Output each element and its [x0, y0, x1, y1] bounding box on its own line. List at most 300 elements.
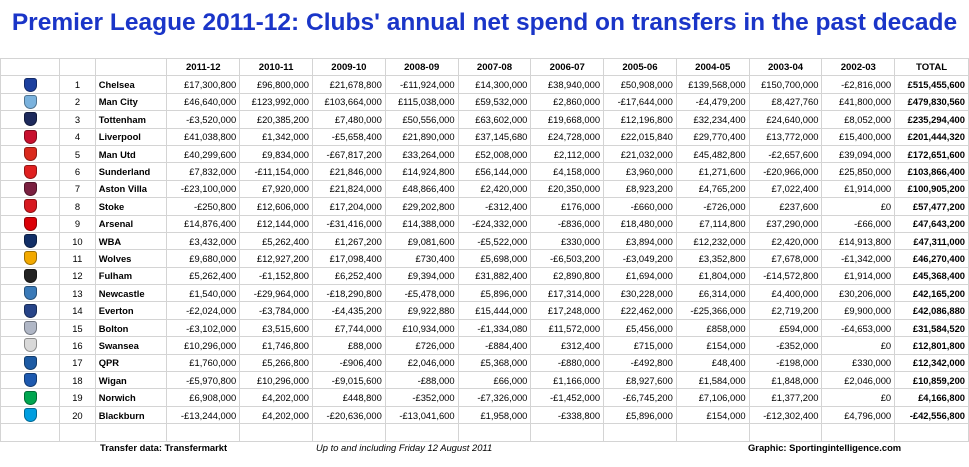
- value-cell: £10,934,000: [385, 319, 458, 336]
- value-cell: £154,000: [676, 406, 749, 423]
- footer-source: Transfer data: Transfermarkt: [100, 442, 228, 453]
- club-name-cell: Chelsea: [95, 76, 167, 93]
- club-crest-icon: [24, 147, 37, 161]
- table-row: [1, 406, 969, 423]
- total-cell: £42,086,880: [895, 302, 969, 319]
- value-cell: -£4,435,200: [313, 302, 386, 319]
- value-cell: £32,234,400: [676, 111, 749, 128]
- empty-cell: [167, 424, 240, 441]
- rank-cell: 6: [60, 163, 96, 180]
- spacer-row: [1, 424, 969, 441]
- value-cell: -£250,800: [167, 198, 240, 215]
- value-cell: £1,540,000: [167, 285, 240, 302]
- footer-date-note: Up to and including Friday 12 August 2011: [316, 442, 493, 453]
- total-cell: £47,311,000: [895, 232, 969, 249]
- value-cell: £2,420,000: [749, 232, 822, 249]
- column-header: 2005-06: [604, 59, 677, 76]
- club-name-cell: Aston Villa: [95, 180, 167, 197]
- value-cell: -£726,000: [676, 198, 749, 215]
- value-cell: -£2,657,600: [749, 145, 822, 162]
- value-cell: £715,000: [604, 337, 677, 354]
- total-cell: £201,444,320: [895, 128, 969, 145]
- value-cell: £4,400,000: [749, 285, 822, 302]
- value-cell: £448,800: [313, 389, 386, 406]
- value-cell: £12,606,000: [240, 198, 313, 215]
- value-cell: £45,482,800: [676, 145, 749, 162]
- value-cell: £1,914,000: [822, 267, 895, 284]
- club-crest-icon: [24, 408, 37, 422]
- club-crest-icon: [24, 112, 37, 126]
- club-crest-icon: [24, 391, 37, 405]
- value-cell: £1,694,000: [604, 267, 677, 284]
- value-cell: £33,264,000: [385, 145, 458, 162]
- empty-cell: [895, 424, 969, 441]
- value-cell: £1,166,000: [531, 372, 604, 389]
- column-header: TOTAL: [895, 59, 969, 76]
- value-cell: £176,000: [531, 198, 604, 215]
- value-cell: -£906,400: [313, 354, 386, 371]
- total-cell: £103,866,400: [895, 163, 969, 180]
- column-header: 2007-08: [458, 59, 531, 76]
- value-cell: £594,000: [749, 319, 822, 336]
- value-cell: £5,896,000: [604, 406, 677, 423]
- club-name-cell: WBA: [95, 232, 167, 249]
- club-crest-icon: [24, 165, 37, 179]
- value-cell: -£1,334,080: [458, 319, 531, 336]
- club-crest-cell: [1, 180, 60, 197]
- value-cell: £237,600: [749, 198, 822, 215]
- club-name-cell: Arsenal: [95, 215, 167, 232]
- value-cell: £858,000: [676, 319, 749, 336]
- empty-cell: [95, 424, 167, 441]
- empty-cell: [240, 424, 313, 441]
- value-cell: £66,000: [458, 372, 531, 389]
- club-crest-cell: [1, 250, 60, 267]
- table-row: [1, 319, 969, 336]
- value-cell: £14,300,000: [458, 76, 531, 93]
- value-cell: £11,572,000: [531, 319, 604, 336]
- value-cell: -£23,100,000: [167, 180, 240, 197]
- value-cell: -£5,522,000: [458, 232, 531, 249]
- value-cell: -£67,817,200: [313, 145, 386, 162]
- column-header: 2010-11: [240, 59, 313, 76]
- total-cell: £100,905,200: [895, 180, 969, 197]
- club-name-cell: Man Utd: [95, 145, 167, 162]
- total-cell: £515,455,600: [895, 76, 969, 93]
- club-name-cell: Bolton: [95, 319, 167, 336]
- value-cell: £123,992,000: [240, 93, 313, 110]
- club-crest-cell: [1, 93, 60, 110]
- club-crest-cell: [1, 215, 60, 232]
- value-cell: -£6,503,200: [531, 250, 604, 267]
- rank-cell: 15: [60, 319, 96, 336]
- value-cell: £20,385,200: [240, 111, 313, 128]
- club-name-cell: Liverpool: [95, 128, 167, 145]
- value-cell: -£13,041,600: [385, 406, 458, 423]
- value-cell: -£1,452,000: [531, 389, 604, 406]
- value-cell: £9,834,000: [240, 145, 313, 162]
- value-cell: £7,744,000: [313, 319, 386, 336]
- empty-cell: [531, 424, 604, 441]
- value-cell: £10,296,000: [240, 372, 313, 389]
- table-row: [1, 93, 969, 110]
- value-cell: £5,262,400: [240, 232, 313, 249]
- value-cell: £22,462,000: [604, 302, 677, 319]
- value-cell: -£3,049,200: [604, 250, 677, 267]
- club-crest-icon: [24, 269, 37, 283]
- empty-cell: [1, 424, 60, 441]
- total-cell: £10,859,200: [895, 372, 969, 389]
- value-cell: £21,678,800: [313, 76, 386, 93]
- rank-cell: 9: [60, 215, 96, 232]
- value-cell: £37,145,680: [458, 128, 531, 145]
- club-crest-cell: [1, 337, 60, 354]
- value-cell: -£3,520,000: [167, 111, 240, 128]
- rank-cell: 13: [60, 285, 96, 302]
- column-header: 2006-07: [531, 59, 604, 76]
- value-cell: £50,908,000: [604, 76, 677, 93]
- club-crest-cell: [1, 232, 60, 249]
- value-cell: -£2,816,000: [822, 76, 895, 93]
- value-cell: £1,848,000: [749, 372, 822, 389]
- value-cell: -£11,154,000: [240, 163, 313, 180]
- value-cell: £52,008,000: [458, 145, 531, 162]
- value-cell: £7,480,000: [313, 111, 386, 128]
- total-cell: £479,830,560: [895, 93, 969, 110]
- table-row: [1, 145, 969, 162]
- value-cell: £18,480,000: [604, 215, 677, 232]
- value-cell: £12,144,000: [240, 215, 313, 232]
- value-cell: £5,698,000: [458, 250, 531, 267]
- value-cell: £15,400,000: [822, 128, 895, 145]
- value-cell: -£5,478,000: [385, 285, 458, 302]
- value-cell: £150,700,000: [749, 76, 822, 93]
- value-cell: £3,352,800: [676, 250, 749, 267]
- club-crest-cell: [1, 406, 60, 423]
- empty-cell: [313, 424, 386, 441]
- value-cell: £3,432,000: [167, 232, 240, 249]
- total-cell: £46,270,400: [895, 250, 969, 267]
- club-crest-icon: [24, 338, 37, 352]
- value-cell: £22,015,840: [604, 128, 677, 145]
- value-cell: £13,772,000: [749, 128, 822, 145]
- column-header: 2004-05: [676, 59, 749, 76]
- rank-cell: 20: [60, 406, 96, 423]
- value-cell: -£88,000: [385, 372, 458, 389]
- value-cell: -£1,342,000: [822, 250, 895, 267]
- value-cell: £6,252,400: [313, 267, 386, 284]
- club-name-cell: Man City: [95, 93, 167, 110]
- value-cell: £20,350,000: [531, 180, 604, 197]
- total-cell: -£42,556,800: [895, 406, 969, 423]
- value-cell: £730,400: [385, 250, 458, 267]
- club-crest-icon: [24, 130, 37, 144]
- value-cell: -£25,366,000: [676, 302, 749, 319]
- total-cell: £47,643,200: [895, 215, 969, 232]
- rank-cell: 18: [60, 372, 96, 389]
- value-cell: £30,206,000: [822, 285, 895, 302]
- value-cell: £8,927,600: [604, 372, 677, 389]
- value-cell: £14,924,800: [385, 163, 458, 180]
- club-crest-cell: [1, 372, 60, 389]
- club-name-cell: Wigan: [95, 372, 167, 389]
- value-cell: £5,368,000: [458, 354, 531, 371]
- value-cell: £48,400: [676, 354, 749, 371]
- value-cell: £1,914,000: [822, 180, 895, 197]
- club-name-cell: Sunderland: [95, 163, 167, 180]
- club-name-cell: Newcastle: [95, 285, 167, 302]
- value-cell: -£18,290,800: [313, 285, 386, 302]
- column-header: 2002-03: [822, 59, 895, 76]
- value-cell: £2,046,000: [385, 354, 458, 371]
- club-name-cell: Fulham: [95, 267, 167, 284]
- value-cell: £3,515,600: [240, 319, 313, 336]
- total-cell: £42,165,200: [895, 285, 969, 302]
- value-cell: £1,267,200: [313, 232, 386, 249]
- club-name-cell: Everton: [95, 302, 167, 319]
- club-crest-cell: [1, 285, 60, 302]
- value-cell: £41,038,800: [167, 128, 240, 145]
- table-row: [1, 285, 969, 302]
- value-cell: -£20,636,000: [313, 406, 386, 423]
- value-cell: £1,342,000: [240, 128, 313, 145]
- value-cell: -£20,966,000: [749, 163, 822, 180]
- rank-cell: 17: [60, 354, 96, 371]
- club-crest-cell: [1, 354, 60, 371]
- total-cell: £45,368,400: [895, 267, 969, 284]
- club-crest-cell: [1, 145, 60, 162]
- club-crest-icon: [24, 199, 37, 213]
- value-cell: £30,228,000: [604, 285, 677, 302]
- value-cell: £38,940,000: [531, 76, 604, 93]
- value-cell: £3,894,000: [604, 232, 677, 249]
- club-name-cell: Norwich: [95, 389, 167, 406]
- club-crest-icon: [24, 373, 37, 387]
- column-header: 2003-04: [749, 59, 822, 76]
- value-cell: £12,232,000: [676, 232, 749, 249]
- rank-cell: 3: [60, 111, 96, 128]
- club-crest-cell: [1, 198, 60, 215]
- value-cell: £17,098,400: [313, 250, 386, 267]
- value-cell: £14,913,800: [822, 232, 895, 249]
- value-cell: £17,314,000: [531, 285, 604, 302]
- value-cell: £19,668,000: [531, 111, 604, 128]
- value-cell: £4,158,000: [531, 163, 604, 180]
- empty-cell: [749, 424, 822, 441]
- value-cell: £48,866,400: [385, 180, 458, 197]
- value-cell: £1,760,000: [167, 354, 240, 371]
- rank-cell: 2: [60, 93, 96, 110]
- value-cell: -£5,658,400: [313, 128, 386, 145]
- club-crest-icon: [24, 304, 37, 318]
- value-cell: £29,770,400: [676, 128, 749, 145]
- value-cell: -£884,400: [458, 337, 531, 354]
- rank-cell: 1: [60, 76, 96, 93]
- club-crest-cell: [1, 302, 60, 319]
- rank-cell: 4: [60, 128, 96, 145]
- column-header: 2009-10: [313, 59, 386, 76]
- value-cell: -£880,000: [531, 354, 604, 371]
- value-cell: £9,900,000: [822, 302, 895, 319]
- value-cell: £7,832,000: [167, 163, 240, 180]
- value-cell: £46,640,000: [167, 93, 240, 110]
- value-cell: £726,000: [385, 337, 458, 354]
- value-cell: £5,456,000: [604, 319, 677, 336]
- value-cell: -£5,970,800: [167, 372, 240, 389]
- value-cell: £5,266,800: [240, 354, 313, 371]
- value-cell: -£660,000: [604, 198, 677, 215]
- club-crest-icon: [24, 251, 37, 265]
- total-cell: £31,584,520: [895, 319, 969, 336]
- column-header: 2011-12: [167, 59, 240, 76]
- club-crest-icon: [24, 217, 37, 231]
- value-cell: -£6,745,200: [604, 389, 677, 406]
- table-row: [1, 354, 969, 371]
- value-cell: £2,420,000: [458, 180, 531, 197]
- rank-cell: 16: [60, 337, 96, 354]
- value-cell: £2,112,000: [531, 145, 604, 162]
- value-cell: £4,202,000: [240, 389, 313, 406]
- value-cell: £6,314,000: [676, 285, 749, 302]
- value-cell: £103,664,000: [313, 93, 386, 110]
- value-cell: -£14,572,800: [749, 267, 822, 284]
- rank-cell: 10: [60, 232, 96, 249]
- table-row: [1, 267, 969, 284]
- rank-cell: 8: [60, 198, 96, 215]
- value-cell: £24,640,000: [749, 111, 822, 128]
- value-cell: -£352,000: [385, 389, 458, 406]
- value-cell: £41,800,000: [822, 93, 895, 110]
- value-cell: £14,388,000: [385, 215, 458, 232]
- empty-cell: [385, 424, 458, 441]
- club-crest-cell: [1, 389, 60, 406]
- value-cell: £4,765,200: [676, 180, 749, 197]
- table-row: [1, 250, 969, 267]
- value-cell: -£11,924,000: [385, 76, 458, 93]
- value-cell: -£4,479,200: [676, 93, 749, 110]
- club-crest-icon: [24, 234, 37, 248]
- value-cell: £10,296,000: [167, 337, 240, 354]
- value-cell: £7,106,000: [676, 389, 749, 406]
- total-cell: £172,651,600: [895, 145, 969, 162]
- table-row: [1, 232, 969, 249]
- value-cell: £9,922,880: [385, 302, 458, 319]
- value-cell: £1,958,000: [458, 406, 531, 423]
- value-cell: £17,204,000: [313, 198, 386, 215]
- footer-credit: Graphic: Sportingintelligence.com: [748, 442, 902, 453]
- value-cell: £9,081,600: [385, 232, 458, 249]
- value-cell: £59,532,000: [458, 93, 531, 110]
- table-row: [1, 337, 969, 354]
- club-crest-cell: [1, 319, 60, 336]
- value-cell: £21,890,000: [385, 128, 458, 145]
- value-cell: £4,796,000: [822, 406, 895, 423]
- table-row: [1, 302, 969, 319]
- value-cell: £17,248,000: [531, 302, 604, 319]
- value-cell: £330,000: [822, 354, 895, 371]
- club-crest-icon: [24, 356, 37, 370]
- rank-cell: 19: [60, 389, 96, 406]
- value-cell: -£7,326,000: [458, 389, 531, 406]
- header-blank: [95, 59, 167, 76]
- table-row: [1, 372, 969, 389]
- value-cell: £88,000: [313, 337, 386, 354]
- value-cell: -£12,302,400: [749, 406, 822, 423]
- rank-cell: 11: [60, 250, 96, 267]
- value-cell: £31,882,400: [458, 267, 531, 284]
- value-cell: -£836,000: [531, 215, 604, 232]
- value-cell: -£338,800: [531, 406, 604, 423]
- total-cell: £12,342,000: [895, 354, 969, 371]
- value-cell: £1,804,000: [676, 267, 749, 284]
- table-row: [1, 198, 969, 215]
- value-cell: -£3,102,000: [167, 319, 240, 336]
- table-row: [1, 111, 969, 128]
- value-cell: -£198,000: [749, 354, 822, 371]
- club-name-cell: Wolves: [95, 250, 167, 267]
- empty-cell: [604, 424, 677, 441]
- value-cell: £37,290,000: [749, 215, 822, 232]
- empty-cell: [676, 424, 749, 441]
- value-cell: £2,719,200: [749, 302, 822, 319]
- value-cell: £12,927,200: [240, 250, 313, 267]
- value-cell: £21,846,000: [313, 163, 386, 180]
- value-cell: £115,038,000: [385, 93, 458, 110]
- value-cell: -£31,416,000: [313, 215, 386, 232]
- table-row: [1, 180, 969, 197]
- table-row: [1, 76, 969, 93]
- value-cell: -£29,964,000: [240, 285, 313, 302]
- header-blank: [1, 59, 60, 76]
- value-cell: £7,678,000: [749, 250, 822, 267]
- club-name-cell: Stoke: [95, 198, 167, 215]
- value-cell: -£24,332,000: [458, 215, 531, 232]
- value-cell: -£2,024,000: [167, 302, 240, 319]
- value-cell: £4,202,000: [240, 406, 313, 423]
- value-cell: -£312,400: [458, 198, 531, 215]
- total-cell: £57,477,200: [895, 198, 969, 215]
- club-crest-cell: [1, 111, 60, 128]
- value-cell: -£3,784,000: [240, 302, 313, 319]
- value-cell: £1,271,600: [676, 163, 749, 180]
- value-cell: £7,114,800: [676, 215, 749, 232]
- column-header: 2008-09: [385, 59, 458, 76]
- transfer-table: [0, 58, 969, 442]
- club-crest-icon: [24, 321, 37, 335]
- empty-cell: [60, 424, 96, 441]
- value-cell: £139,568,000: [676, 76, 749, 93]
- club-name-cell: Blackburn: [95, 406, 167, 423]
- value-cell: £7,022,400: [749, 180, 822, 197]
- club-name-cell: QPR: [95, 354, 167, 371]
- header-blank: [60, 59, 96, 76]
- value-cell: £6,908,000: [167, 389, 240, 406]
- value-cell: £56,144,000: [458, 163, 531, 180]
- club-crest-cell: [1, 267, 60, 284]
- value-cell: £7,920,000: [240, 180, 313, 197]
- value-cell: £0: [822, 198, 895, 215]
- value-cell: -£492,800: [604, 354, 677, 371]
- value-cell: £330,000: [531, 232, 604, 249]
- value-cell: £312,400: [531, 337, 604, 354]
- value-cell: £21,824,000: [313, 180, 386, 197]
- value-cell: £2,860,000: [531, 93, 604, 110]
- value-cell: £1,746,800: [240, 337, 313, 354]
- value-cell: -£13,244,000: [167, 406, 240, 423]
- value-cell: £2,890,800: [531, 267, 604, 284]
- value-cell: £0: [822, 337, 895, 354]
- empty-cell: [458, 424, 531, 441]
